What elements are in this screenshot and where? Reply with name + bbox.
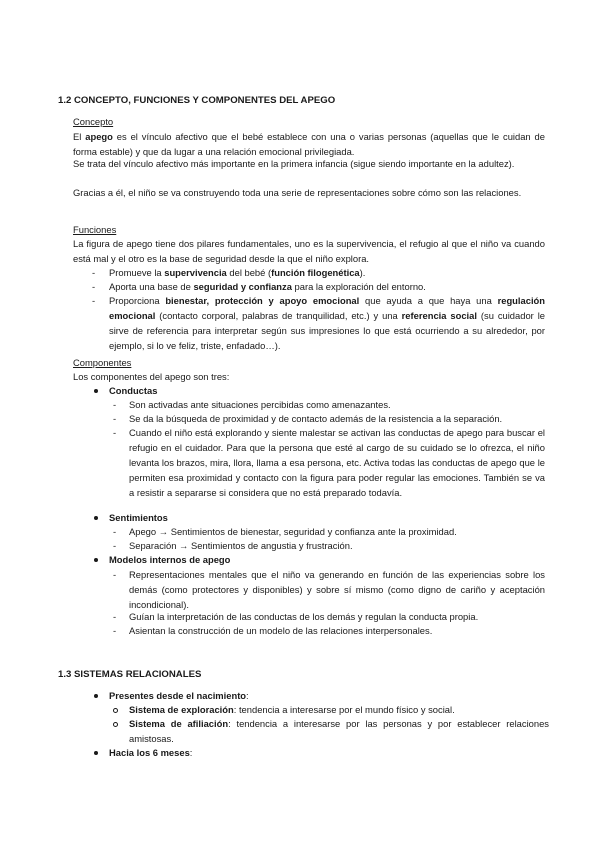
text: : tendencia a interesarse por el mundo físico y social. <box>233 704 455 715</box>
text: es el vínculo afectivo que el bebé establece con una o varias personas (aquellas que le cuidan de forma estable) y que da lugar a una relación emocional privilegiada. <box>73 131 545 157</box>
sistema-exploracion <box>129 702 455 717</box>
conductas-item-2: Se da la búsqueda de proximidad y de contacto además de la resistencia a la separación. <box>129 413 503 424</box>
dash-marker: - <box>92 281 96 292</box>
dash-marker: - <box>113 526 117 537</box>
section-title-text: 1.2 CONCEPTO, FUNCIONES Y COMPONENTES DEL APEGO <box>58 95 336 106</box>
dash-marker: - <box>113 540 117 551</box>
bullet-icon <box>94 558 98 562</box>
bold-term: apego <box>85 131 113 142</box>
modelos-item-1: Representaciones mentales que el niño va generando en función de las experiencias sobre los demás (como protectores y disponibles) y sobre sí mismo (como digno de cariño y aceptación incondicional). <box>129 569 545 610</box>
dash-marker: - <box>113 611 117 622</box>
text: (su cuidador le sirve de referencia para interpretar según sus impresiones lo que está ocurriendo a su alrededor, por ejemplo, si lo ve feliz, triste, enfadado…). <box>109 310 545 351</box>
concepto-paragraph-2: Se trata del vínculo afectivo más importante en la primera infancia (sigue siendo importante en la adultez). <box>73 158 515 169</box>
dash-marker: - <box>113 413 117 424</box>
bullet-icon <box>94 516 98 520</box>
bold-term: supervivencia <box>164 267 227 278</box>
bullet-icon <box>94 389 98 393</box>
subheading-concepto: Concepto <box>73 116 114 127</box>
text: Promueve la <box>109 267 165 278</box>
bold-term: Sistema de exploración <box>129 704 234 715</box>
text: para la exploración del entorno. <box>291 281 426 292</box>
text: que ayuda a que haya una <box>359 295 498 306</box>
text: El <box>73 131 86 142</box>
bold-term: regulación emocional <box>109 295 545 321</box>
componente-conductas: Conductas <box>109 385 158 396</box>
subheading-funciones: Funciones <box>73 224 117 235</box>
text: : <box>246 690 249 701</box>
funcion-item-1 <box>109 265 365 280</box>
section-title-1-2 <box>58 93 335 108</box>
sentimientos-item-1: Apego → Sentimientos de bienestar, seguridad y confianza ante la proximidad. <box>129 526 457 537</box>
text: : tendencia a interesarse por las personas y por establecer relaciones amistosas. <box>129 718 549 744</box>
circle-bullet-icon <box>113 708 118 713</box>
componente-modelos: Modelos internos de apego <box>109 554 231 565</box>
dash-marker: - <box>113 427 117 438</box>
bold-term: bienestar, protección y apoyo emocional <box>165 295 360 306</box>
bold-term: Hacia los 6 meses <box>109 747 190 758</box>
text: ). <box>359 267 366 278</box>
componente-sentimientos: Sentimientos <box>109 512 168 523</box>
text: (contacto corporal, palabras de tranquilidad, etc.) y una <box>155 310 402 321</box>
funcion-item-2 <box>109 279 426 294</box>
bold-term: referencia social <box>401 310 477 321</box>
text: Aporta una base de <box>109 281 194 292</box>
dash-marker: - <box>113 569 117 580</box>
bold-term: función filogenética <box>271 267 360 278</box>
funcion-item-3 <box>109 293 545 353</box>
bold-term: Sistema de afiliación <box>129 718 229 729</box>
dash-marker: - <box>113 625 117 636</box>
bold-term: seguridad y confianza <box>193 281 292 292</box>
conductas-item-1: Son activadas ante situaciones percibidas como amenazantes. <box>129 399 391 410</box>
bullet-icon <box>94 751 98 755</box>
modelos-item-2: Guían la interpretación de las conductas de los demás y regulan la conducta propia. <box>129 611 479 622</box>
presentes-label <box>109 688 249 703</box>
modelos-item-3: Asientan la construcción de un modelo de las relaciones interpersonales. <box>129 625 433 636</box>
funciones-intro: La figura de apego tiene dos pilares fundamentales, uno es la supervivencia, el refugio al que el niño va cuando está mal y el otro es la base de seguridad desde la que el niño explora. <box>73 238 545 264</box>
bold-term: Presentes desde el nacimiento <box>109 690 247 701</box>
dash-marker: - <box>92 295 96 306</box>
sentimientos-item-2: Separación → Sentimientos de angustia y frustración. <box>129 540 353 551</box>
conductas-item-3: Cuando el niño está explorando y siente malestar se activan las conductas de apego para buscar el refugio en el cuidador. Para que la persona que esté al cargo de su cuidado se lo ofrezca, el niño levanta los brazos, mira, llora, llama a esa persona, etc. Activa todas las conductas de apego que le permiten esa proximidad y contacto con la figura para poder regular las emociones. También se va a resistir a separarse si considera que no está preparado todavía. <box>129 427 545 498</box>
circle-bullet-icon <box>113 722 118 727</box>
concepto-paragraph-1 <box>73 129 545 159</box>
text: del bebé ( <box>226 267 272 278</box>
text: : <box>189 747 193 758</box>
hacia-6-meses-label <box>109 745 192 760</box>
sistema-afiliacion <box>129 716 549 746</box>
componentes-intro: Los componentes del apego son tres: <box>73 371 230 382</box>
dash-marker: - <box>92 267 96 278</box>
dash-marker: - <box>113 399 117 410</box>
bullet-icon <box>94 694 98 698</box>
subheading-componentes: Componentes <box>73 357 132 368</box>
section-title-1-3: 1.3 SISTEMAS RELACIONALES <box>58 669 202 680</box>
text: Proporciona <box>109 295 166 306</box>
concepto-paragraph-3: Gracias a él, el niño se va construyendo toda una serie de representaciones sobre cómo son las relaciones. <box>73 187 522 198</box>
